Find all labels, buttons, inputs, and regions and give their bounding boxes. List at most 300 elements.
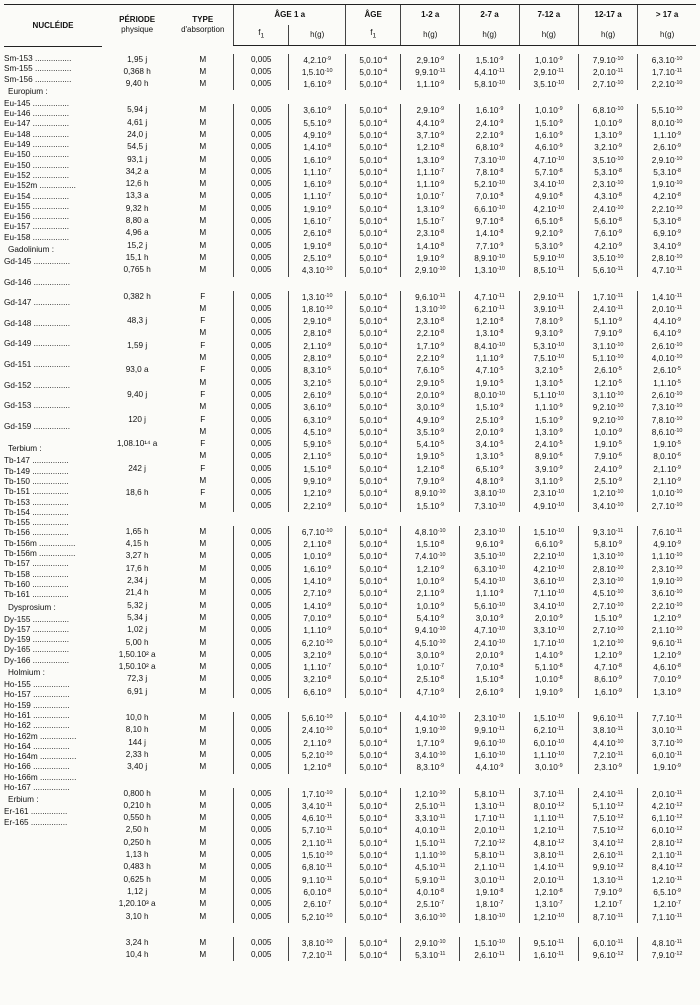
nuclide-name: Eu-158 ................ — [4, 232, 70, 242]
table-cell: 1,95 j — [127, 54, 148, 64]
table-cell: 0,005 — [234, 117, 289, 129]
group-heading: Dysprosium : — [8, 602, 56, 612]
table-cell: $2,9.10^{-9}$ — [401, 54, 460, 66]
table-cell: $5,0.10^{-4}$ — [346, 414, 401, 426]
table-cell: 0,005 — [234, 673, 289, 685]
table-cell: 93,0 a — [125, 365, 149, 375]
table-cell: 93,1 j — [127, 154, 148, 164]
table-cell: 0,005 — [234, 450, 289, 462]
table-cell: M — [199, 252, 207, 262]
table-cell: $3,0.10^{-9}$ — [519, 761, 578, 773]
table-cell: $7,6.10^{-11}$ — [638, 526, 696, 538]
nuclide-name: Tb-154 ................ — [4, 507, 69, 517]
table-cell: $5,0.10^{-4}$ — [346, 737, 401, 749]
table-row — [102, 327, 696, 339]
group-spacer — [102, 512, 696, 526]
table-cell: $5,0.10^{-4}$ — [346, 886, 401, 898]
table-cell: $4,6.10^{-11}$ — [289, 812, 346, 824]
table-cell: $5,0.10^{-4}$ — [346, 227, 401, 239]
table-cell: $1,4.10^{-9}$ — [289, 575, 346, 587]
table-cell: $2,9.10^{-10}$ — [638, 154, 696, 166]
table-cell: $7,0.10^{-8}$ — [460, 661, 519, 673]
table-cell: $3,6.10^{-9}$ — [289, 104, 346, 116]
table-cell: $1,5.10^{-9}$ — [401, 500, 460, 512]
table-cell: $1,6.10^{-9}$ — [519, 129, 578, 141]
table-cell: $1,2.10^{-5}$ — [578, 377, 637, 389]
table-cell: $1,2.10^{-7}$ — [638, 898, 696, 910]
table-cell: $8,0.10^{-6}$ — [638, 450, 696, 462]
table-cell: $5,0.10^{-4}$ — [346, 475, 401, 487]
table-cell: $2,1.10^{-8}$ — [289, 538, 346, 550]
table-cell: $2,4.10^{-11}$ — [578, 788, 637, 800]
table-cell: M — [199, 737, 207, 747]
table-cell: 0,005 — [234, 463, 289, 475]
nuclide-name: Tb-156m ................ — [4, 538, 76, 548]
table-cell: $5,0.10^{-4}$ — [346, 526, 401, 538]
table-cell: $5,0.10^{-4}$ — [346, 154, 401, 166]
table-cell: M — [199, 179, 207, 189]
nuclide-name: Eu-155 ................ — [4, 201, 70, 211]
table-cell: $1,5.10^{-9}$ — [519, 414, 578, 426]
table-cell: $5,0.10^{-4}$ — [346, 874, 401, 886]
table-cell: $2,8.10^{-8}$ — [289, 327, 346, 339]
table-cell: $1,2.10^{-11}$ — [638, 874, 696, 886]
table-cell: $7,8.10^{-9}$ — [519, 315, 578, 327]
table-cell: $1,1.10^{-7}$ — [289, 166, 346, 178]
table-cell — [102, 401, 172, 413]
table-cell: $8,0.10^{-10}$ — [460, 389, 519, 401]
table-cell: $6,0.10^{-11}$ — [638, 749, 696, 761]
table-cell: 0,005 — [234, 949, 289, 961]
table-cell: $7,6.10^{-9}$ — [578, 227, 637, 239]
table-cell: M — [199, 66, 207, 76]
table-cell: 0,368 h — [123, 66, 151, 76]
table-cell: $2,7.10^{-10}$ — [578, 78, 637, 90]
table-cell: 0,005 — [234, 788, 289, 800]
table-cell: $5,0.10^{-4}$ — [346, 563, 401, 575]
table-cell: $5,1.10^{-12}$ — [578, 800, 637, 812]
nuclide-name: Eu-157 ................ — [4, 222, 70, 232]
table-cell: $1,2.10^{-9}$ — [638, 649, 696, 661]
table-row — [102, 264, 696, 276]
table-cell: $3,8.10^{-10}$ — [289, 937, 346, 949]
table-cell: $1,0.10^{-7}$ — [401, 190, 460, 202]
table-cell: 0,005 — [234, 600, 289, 612]
table-row — [102, 426, 696, 438]
table-cell: 0,005 — [234, 327, 289, 339]
table-cell: $1,2.10^{-7}$ — [578, 898, 637, 910]
table-cell: $1,8.10^{-10}$ — [289, 303, 346, 315]
table-cell: $7,2.10^{-11}$ — [289, 949, 346, 961]
header-period — [102, 5, 172, 46]
table-cell: $1,3.10^{-5}$ — [519, 377, 578, 389]
table-cell: $2,5.10^{-8}$ — [401, 673, 460, 685]
table-cell: $4,2.10^{-9}$ — [578, 240, 637, 252]
table-cell: $6,9.10^{-9}$ — [638, 227, 696, 239]
table-cell: $2,9.10^{-11}$ — [519, 291, 578, 303]
table-cell: $5,7.10^{-11}$ — [289, 824, 346, 836]
table-cell: $6,3.10^{-10}$ — [638, 54, 696, 66]
table-cell: $5,2.10^{-10}$ — [289, 911, 346, 923]
table-cell: $1,6.10^{-9}$ — [289, 178, 346, 190]
table-cell: 0,005 — [234, 78, 289, 90]
table-cell: $7,2.10^{-12}$ — [460, 837, 519, 849]
table-cell: $1,6.10^{-9}$ — [460, 104, 519, 116]
table-cell: $6,7.10^{-10}$ — [289, 526, 346, 538]
group-spacer-cell — [102, 923, 696, 937]
table-cell: 0,005 — [234, 66, 289, 78]
table-cell: $1,3.10^{-5}$ — [460, 450, 519, 462]
table-cell: M — [199, 551, 207, 561]
nuclide-name: Ho-166m ................ — [4, 772, 77, 782]
table-cell: $1,2.10^{-10}$ — [519, 911, 578, 923]
table-row — [102, 166, 696, 178]
table-cell: $1,1.10^{-9}$ — [289, 624, 346, 636]
table-cell: 0,005 — [234, 178, 289, 190]
table-cell: $3,4.10^{-10}$ — [578, 500, 637, 512]
table-cell: M — [199, 649, 207, 659]
table-cell: M — [199, 788, 207, 798]
table-cell: $1,5.10^{-9}$ — [519, 117, 578, 129]
table-cell: $2,8.10^{-9}$ — [289, 352, 346, 364]
nuclide-name: Sm-155 ................ — [4, 64, 72, 74]
table-cell: $9,6.10^{-11}$ — [578, 712, 637, 724]
table-cell: 0,005 — [234, 340, 289, 352]
table-cell: $1,4.10^{-8}$ — [401, 240, 460, 252]
table-cell: $4,2.10^{-10}$ — [519, 563, 578, 575]
table-cell: $3,2.10^{-5}$ — [289, 377, 346, 389]
table-cell: $1,7.10^{-11}$ — [578, 291, 637, 303]
nuclide-name: Ho-162 ................ — [4, 721, 70, 731]
table-cell: 0,005 — [234, 724, 289, 736]
table-cell: $4,8.10^{-12}$ — [519, 837, 578, 849]
table-cell: $3,6.10^{-10}$ — [401, 911, 460, 923]
table-row — [102, 587, 696, 599]
nuclide-name: Dy-155 ................ — [4, 614, 70, 624]
table-cell — [102, 352, 172, 364]
table-cell: 9,40 j — [127, 389, 148, 399]
table-cell: $2,3.10^{-10}$ — [578, 575, 637, 587]
header-a12: 1-2 a — [401, 5, 460, 26]
header-age: ÂGE — [346, 5, 401, 26]
table-cell: $1,0.10^{-9}$ — [578, 426, 637, 438]
table-cell: 0,005 — [234, 861, 289, 873]
table-cell: M — [199, 612, 207, 622]
header-nuclide: NUCLÉIDE — [4, 4, 102, 47]
table-cell: 3,24 h — [125, 937, 149, 947]
table-cell: $2,6.10^{-9}$ — [289, 389, 346, 401]
nuclide-name: Ho-162m ................ — [4, 731, 77, 741]
table-cell: 8,80 a — [125, 216, 149, 226]
table-cell: $1,0.10^{-9}$ — [578, 117, 637, 129]
table-cell: 0,005 — [234, 227, 289, 239]
table-cell: $9,2.10^{-10}$ — [578, 401, 637, 413]
table-cell: $1,2.10^{-9}$ — [578, 649, 637, 661]
header-hg2: h(g) — [401, 25, 460, 46]
table-cell: $5,0.10^{-4}$ — [346, 849, 401, 861]
table-row — [102, 438, 696, 450]
group-heading: Terbium : — [8, 444, 42, 454]
table-cell: 0,005 — [234, 749, 289, 761]
nuclide-name: Eu-150 ................ — [4, 160, 70, 170]
nuclide-name: Eu-148 ................ — [4, 129, 70, 139]
table-row — [102, 190, 696, 202]
table-cell: $5,0.10^{-4}$ — [346, 587, 401, 599]
table-cell: 1,65 h — [125, 526, 149, 536]
table-row — [102, 937, 696, 949]
table-cell: M — [199, 837, 207, 847]
table-cell: 0,005 — [234, 538, 289, 550]
table-cell: $7,8.10^{-10}$ — [638, 414, 696, 426]
table-cell: $5,1.10^{-8}$ — [519, 661, 578, 673]
table-cell — [102, 475, 172, 487]
table-row — [102, 117, 696, 129]
table-row — [102, 389, 696, 401]
table-row — [102, 487, 696, 499]
table-cell: $5,0.10^{-4}$ — [346, 264, 401, 276]
table-cell: $5,0.10^{-4}$ — [346, 800, 401, 812]
header-hg5: h(g) — [578, 25, 637, 46]
table-cell: $2,6.10^{-9}$ — [460, 686, 519, 698]
header-f1 — [234, 25, 289, 46]
table-cell: M — [199, 874, 207, 884]
table-cell: 9,32 h — [125, 203, 149, 213]
table-cell: M — [199, 637, 207, 647]
f1b-sub: 1 — [372, 32, 377, 40]
table-cell: M — [199, 662, 207, 672]
table-cell: $4,8.10^{-10}$ — [401, 526, 460, 538]
table-cell: 0,550 h — [123, 813, 151, 823]
table-cell: $5,0.10^{-4}$ — [346, 624, 401, 636]
period-sub: physique — [121, 25, 154, 35]
table-cell: 54,5 j — [127, 142, 148, 152]
table-cell: $5,0.10^{-4}$ — [346, 861, 401, 873]
table-cell: $5,2.10^{-10}$ — [289, 749, 346, 761]
table-cell: $1,9.10^{-5}$ — [638, 438, 696, 450]
table-cell: $5,0.10^{-4}$ — [346, 104, 401, 116]
table-cell: $9,1.10^{-11}$ — [289, 874, 346, 886]
table-cell: $3,9.10^{-9}$ — [519, 463, 578, 475]
table-cell: $8,4.10^{-10}$ — [460, 340, 519, 352]
table-cell: $9,2.10^{-9}$ — [519, 227, 578, 239]
table-cell: 0,005 — [234, 526, 289, 538]
table-cell: 48,3 j — [127, 316, 148, 326]
table-cell: 0,005 — [234, 54, 289, 66]
nuclide-name: Tb-157 ................ — [4, 559, 69, 569]
table-cell: $1,3.10^{-10}$ — [460, 264, 519, 276]
table-cell: $4,9.10^{-9}$ — [638, 538, 696, 550]
table-cell: $2,3.10^{-10}$ — [460, 526, 519, 538]
table-cell: $1,3.10^{-8}$ — [460, 327, 519, 339]
table-cell: $5,6.10^{-10}$ — [289, 712, 346, 724]
table-cell: $6,0.10^{-8}$ — [289, 886, 346, 898]
nuclide-name: Ho-164m ................ — [4, 752, 77, 762]
table-cell: $1,0.10^{-9}$ — [401, 575, 460, 587]
table-cell: $7,9.10^{-9}$ — [578, 327, 637, 339]
table-cell: $1,6.10^{-9}$ — [289, 154, 346, 166]
table-cell: $7,9.10^{-6}$ — [578, 450, 637, 462]
table-row — [102, 600, 696, 612]
table-cell: M — [199, 228, 207, 238]
table-cell: $4,0.10^{-11}$ — [401, 824, 460, 836]
nuclide-column — [4, 4, 104, 828]
table-cell: 6,91 j — [127, 686, 148, 696]
table-cell: $2,9.10^{-9}$ — [401, 104, 460, 116]
table-cell: $3,5.10^{-10}$ — [460, 550, 519, 562]
table-cell: M — [199, 762, 207, 772]
table-cell: $2,2.10^{-10}$ — [638, 203, 696, 215]
table-cell: $2,6.10^{-7}$ — [289, 898, 346, 910]
table-cell: 0,005 — [234, 487, 289, 499]
table-row — [102, 575, 696, 587]
nuclide-name: Gd-148 ................ — [4, 318, 70, 328]
table-cell: $5,0.10^{-4}$ — [346, 129, 401, 141]
table-cell: $2,0.10^{-9}$ — [460, 426, 519, 438]
table-cell: $1,7.10^{-9}$ — [401, 340, 460, 352]
header-f1b — [346, 25, 401, 46]
nuclide-name — [4, 432, 104, 442]
table-cell: $5,4.10^{-5}$ — [401, 438, 460, 450]
table-cell: $9,9.10^{-11}$ — [401, 66, 460, 78]
table-cell: M — [199, 451, 207, 461]
table-cell: $3,5.10^{-10}$ — [578, 154, 637, 166]
table-cell: 1,12 j — [127, 886, 148, 896]
table-cell: $5,3.10^{-8}$ — [638, 166, 696, 178]
table-row — [102, 712, 696, 724]
type-sub: d'absorption — [181, 25, 225, 35]
table-row — [102, 563, 696, 575]
table-cell: $2,2.10^{-9}$ — [289, 500, 346, 512]
table-cell: $4,6.10^{-9}$ — [519, 141, 578, 153]
table-cell: 144 j — [128, 737, 147, 747]
table-row — [102, 66, 696, 78]
table-cell: $5,1.10^{-10}$ — [578, 352, 637, 364]
header-a712: 7-12 a — [519, 5, 578, 26]
table-cell: $5,3.10^{-8}$ — [578, 166, 637, 178]
table-cell: $4,2.10^{-8}$ — [638, 190, 696, 202]
table-cell: $2,6.10^{-9}$ — [638, 141, 696, 153]
table-cell: $2,8.10^{-10}$ — [638, 252, 696, 264]
table-cell: 5,94 j — [127, 105, 148, 115]
table-cell: $2,9.10^{-10}$ — [401, 937, 460, 949]
table-cell: $1,1.10^{-9}$ — [638, 129, 696, 141]
table-row — [102, 788, 696, 800]
header-age1: ÂGE 1 a — [234, 5, 346, 26]
table-cell: $1,5.10^{-10}$ — [519, 526, 578, 538]
nuclide-name: Eu-147 ................ — [4, 119, 70, 129]
table-row — [102, 215, 696, 227]
table-cell: $2,2.10^{-9}$ — [401, 352, 460, 364]
nuclide-name — [4, 267, 104, 277]
nuclide-name: Tb-160 ................ — [4, 579, 69, 589]
header-hg6: h(g) — [638, 25, 696, 46]
table-cell: 1,08.10¹⁴ a — [116, 439, 158, 449]
table-cell: $1,2.10^{-9}$ — [289, 487, 346, 499]
table-cell: $5,0.10^{-4}$ — [346, 166, 401, 178]
table-cell: $5,0.10^{-4}$ — [346, 352, 401, 364]
table-cell: $2,1.10^{-9}$ — [638, 463, 696, 475]
table-cell: $1,3.10^{-9}$ — [519, 426, 578, 438]
table-cell: $1,6.10^{-11}$ — [519, 949, 578, 961]
f1-sub: 1 — [260, 32, 265, 40]
table-row — [102, 227, 696, 239]
table-cell: $6,8.10^{-11}$ — [289, 861, 346, 873]
nuclide-name: Eu-149 ................ — [4, 140, 70, 150]
table-cell: $1,9.10^{-5}$ — [401, 450, 460, 462]
table-cell: $1,0.10^{-7}$ — [401, 661, 460, 673]
table-cell: $6,2.10^{-11}$ — [460, 303, 519, 315]
table-cell: $3,8.10^{-11}$ — [519, 849, 578, 861]
table-cell: $5,1.10^{-9}$ — [578, 315, 637, 327]
group-spacer — [102, 90, 696, 104]
table-cell: $5,0.10^{-4}$ — [346, 612, 401, 624]
table-row — [102, 949, 696, 961]
table-cell: $5,0.10^{-4}$ — [346, 401, 401, 413]
table-cell: $1,6.10^{-9}$ — [289, 563, 346, 575]
table-cell: $6,0.10^{-12}$ — [638, 824, 696, 836]
table-cell: 12,6 h — [125, 179, 149, 189]
table-cell: $3,6.10^{-10}$ — [638, 587, 696, 599]
table-cell: $3,2.10^{-9}$ — [578, 141, 637, 153]
table-cell: 0,210 h — [123, 800, 151, 810]
table-cell: 10,4 h — [125, 950, 149, 960]
nuclide-name: Dy-165 ................ — [4, 645, 70, 655]
table-cell: $7,9.10^{-9}$ — [401, 475, 460, 487]
table-cell: M — [199, 576, 207, 586]
table-cell: $2,0.10^{-11}$ — [638, 788, 696, 800]
table-row — [102, 377, 696, 389]
table-cell: $1,2.10^{-8}$ — [401, 141, 460, 153]
table-cell: 0,005 — [234, 291, 289, 303]
table-cell: $9,2.10^{-10}$ — [578, 414, 637, 426]
table-cell: $2,3.10^{-8}$ — [401, 315, 460, 327]
table-cell: $5,3.10^{-9}$ — [519, 240, 578, 252]
table-cell: 0,005 — [234, 686, 289, 698]
group-spacer-cell — [102, 277, 696, 291]
table-cell: 0,005 — [234, 203, 289, 215]
table-cell: $1,3.10^{-10}$ — [401, 303, 460, 315]
table-cell: $9,9.10^{-11}$ — [460, 724, 519, 736]
table-cell: $1,2.10^{-9}$ — [638, 612, 696, 624]
table-cell: $5,0.10^{-4}$ — [346, 673, 401, 685]
table-cell: F — [200, 365, 206, 375]
nuclide-name: Ho-167 ................ — [4, 783, 70, 792]
table-cell: 0,005 — [234, 812, 289, 824]
table-cell: $3,5.10^{-9}$ — [401, 426, 460, 438]
nuclide-name: Tb-149 ................ — [4, 466, 69, 476]
table-cell: $4,7.10^{-10}$ — [519, 154, 578, 166]
table-cell: M — [199, 674, 207, 684]
table-cell: $2,2.10^{-10}$ — [638, 78, 696, 90]
nuclide-name: Eu-152 ................ — [4, 170, 70, 180]
nuclide-name: Ho-161 ................ — [4, 710, 70, 720]
table-cell: $1,3.10^{-11}$ — [578, 874, 637, 886]
table-cell: $2,3.10^{-8}$ — [401, 227, 460, 239]
table-cell: 0,005 — [234, 849, 289, 861]
table-cell: $3,0.10^{-9}$ — [460, 612, 519, 624]
table-cell: $9,3.10^{-9}$ — [519, 327, 578, 339]
table-cell: $2,3.10^{-10}$ — [578, 178, 637, 190]
table-cell: $1,1.10^{-9}$ — [519, 401, 578, 413]
table-row — [102, 340, 696, 352]
table-cell: $1,7.10^{-11}$ — [460, 812, 519, 824]
table-cell: M — [199, 500, 207, 510]
table-cell: $9,6.10^{-11}$ — [638, 637, 696, 649]
table-cell: 0,005 — [234, 886, 289, 898]
table-cell: 0,483 h — [123, 862, 151, 872]
table-cell: $2,1.10^{-9}$ — [289, 737, 346, 749]
table-cell: $4,2.10^{-12}$ — [638, 800, 696, 812]
